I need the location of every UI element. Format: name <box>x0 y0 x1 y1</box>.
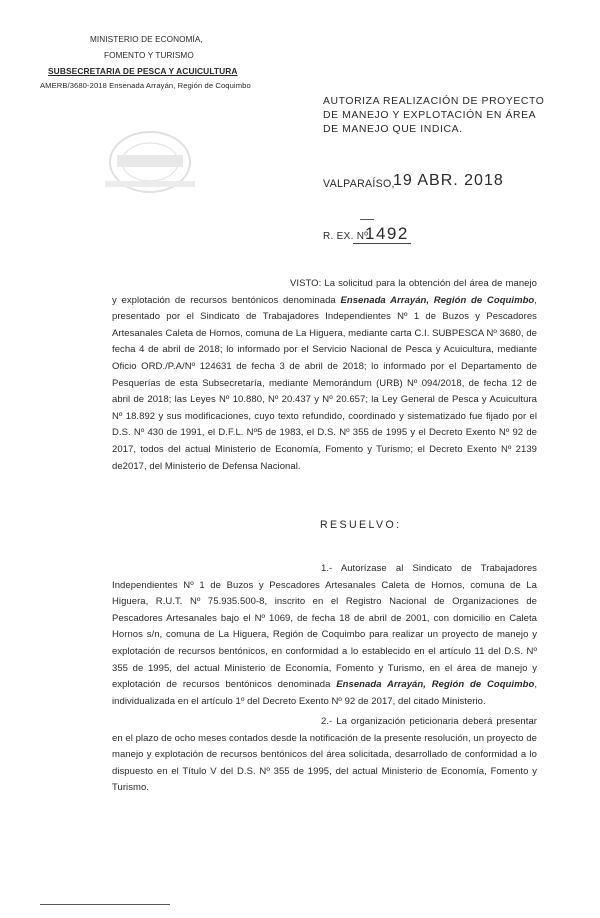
item-2-text: 2.- La organización peticionaria deberá presentar en el plazo de ocho meses contados desde la notificación de la presente resolución, un proyecto de manejo y explotación de recursos bentónicos del área solicitada, desarrollado de conformidad a lo dispuesto en el Título V del D.S. Nº 355 de 1995, del actual Ministerio de Economía, Fomento y Turismo. <box>112 716 537 794</box>
ministry-line-2: FOMENTO Y TURISMO <box>104 51 194 60</box>
item-2-paragraph <box>112 714 537 797</box>
official-stamp-mark <box>97 123 203 201</box>
item-1-paragraph <box>112 561 537 710</box>
visto-area-name: Ensenada Arrayán, Región de Coquimbo <box>340 294 535 306</box>
visto-text-1: La solicitud para la obtención del área de manejo y explotación de recursos bentónicos denominada <box>112 278 537 306</box>
rex-number: 1492 <box>365 224 409 243</box>
item-1-text-1: 1.- Autorízase al Sindicato de Trabajadores Independientes Nº 1 de Buzos y Pescadores Artesanales Caleta de Hornos, comuna de La Higuera, R.U.T. Nº 75.935.500-8, inscrito en el Registro Nacional de Organizaciones de Pescadores Artesanales bajo el Nº 1069, de fecha 18 de abril de 2001, con domicilio en Caleta Hornos s/n, comuna de La Higuera, Región de Coquimbo para realizar un proyecto de manejo y explotación de recursos bentónicos, en conformidad a lo establecido en el artículo 11 del D.S. Nº 355 de 1995, del actual Ministerio de Economía, Fomento y Turismo, en el área de manejo y explotación de recursos bentónicos denominada <box>112 563 537 691</box>
rex-label: R. EX. Nº <box>323 231 369 242</box>
reference-line: AMERB/3680-2018 Ensenada Arrayán, Región de Coquimbo <box>40 81 251 90</box>
subsecretaria-line: SUBSECRETARIA DE PESCA Y ACUICULTURA <box>48 66 238 76</box>
visto-lead: VISTO: <box>290 278 322 289</box>
visto-text-2: , presentado por el Sindicato de Trabajadores Independientes Nº 1 de Buzos y Pescadores Artesanales Caleta de Hornos, comuna de La Higuera, mediante carta C.I. SUBPESCA Nº 3680, de fecha 4 de abril de 2018; lo informado por el Servicio Nacional de Pesca y Acuicultura, mediante Oficio ORD./P.A/Nº 124631 de fecha 3 de abril de 2018; lo informado por el Departamento de Pesquerías de esta Subsecretaría, mediante Memorándum (URB) Nº 094/2018, de fecha 12 de abril de 2018; las Leyes Nº 10.880, Nº 20.437 y Nº 20.657; la Ley General de Pesca y Acuicultura Nº 18.892 y sus modificaciones, cuyo texto refundido, coordinado y sistematizado fue fijado por el D.S. Nº 430 de 1991, el D.F.L. Nº5 de 1983, el D.S. Nº 355 de 1995 y el Decreto Exento Nº 92 de 2017, todos del actual Ministerio de Economía, Fomento y Turismo; el Decreto Exento Nº 2139 de2017, del Ministerio de Defensa Nacional. <box>112 294 537 472</box>
rex-dash-mark <box>360 219 374 220</box>
resuelvo-heading: RESUELVO: <box>320 519 402 531</box>
footnote-separator <box>40 904 170 905</box>
place-label: VALPARAÍSO, <box>323 178 395 190</box>
ministry-line-1: MINISTERIO DE ECONOMÍA, <box>90 35 203 44</box>
resolution-date: 19 ABR. 2018 <box>393 172 504 189</box>
rex-underline <box>353 243 411 244</box>
item-1-area-name: Ensenada Arrayán, Región de Coquimbo <box>336 679 535 691</box>
item-1-text-2: , individualizada en el artículo 1º del Decreto Exento Nº 92 de 2017, del citado Ministerio. <box>112 679 538 707</box>
resolution-title: AUTORIZA REALIZACIÓN DE PROYECTO DE MANEJO Y EXPLOTACIÓN EN ÁREA DE MANEJO QUE INDICA. <box>323 96 545 135</box>
visto-paragraph <box>112 276 537 475</box>
